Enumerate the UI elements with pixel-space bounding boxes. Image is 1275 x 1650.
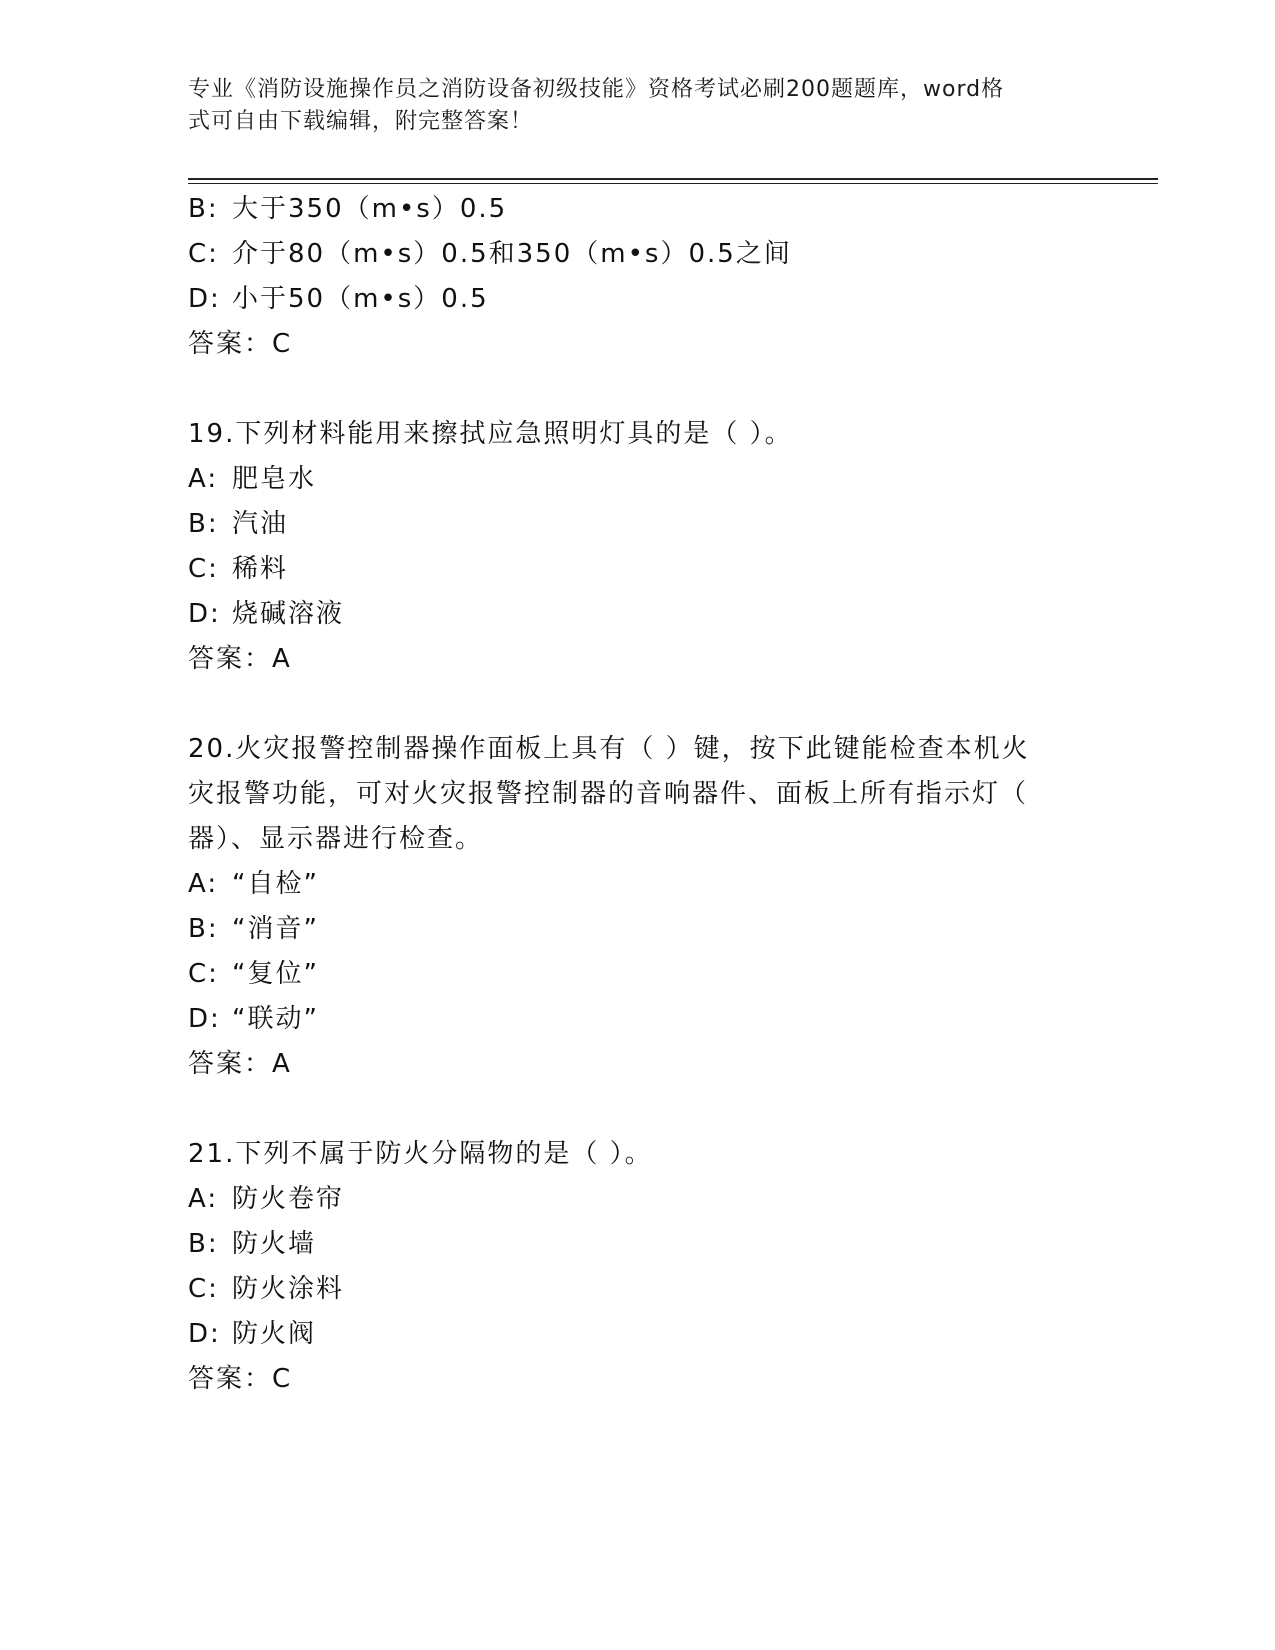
option-label: B: [188, 914, 219, 944]
option-label: C: [188, 554, 219, 584]
q18-answer: 答案：C [188, 329, 293, 359]
header-line-2: 式可自由下载编辑，附完整答案！ [188, 109, 534, 134]
option-label: C: [188, 1274, 219, 1304]
header-line-1: 专业《消防设施操作员之消防设备初级技能》资格考试必刷200题题库，word格 [188, 77, 1005, 102]
q18-option-b [188, 192, 507, 226]
option-label: D: [188, 1004, 221, 1034]
option-label: C: [188, 959, 219, 989]
q21-option-c [188, 1272, 344, 1306]
q20-option-c [188, 957, 319, 991]
option-text: 防火阀 [232, 1319, 317, 1349]
option-label: D: [188, 284, 221, 314]
q20-stem-line-2: 灾报警功能，可对火灾报警控制器的音响器件、面板上所有指示灯（ [188, 779, 1029, 809]
q20-option-b [188, 912, 319, 946]
option-text: 防火墙 [232, 1229, 317, 1259]
option-text: “联动” [232, 1004, 319, 1034]
q20-option-a [188, 867, 319, 901]
option-label: A: [188, 464, 219, 494]
option-label: B: [188, 509, 219, 539]
option-text: “复位” [232, 959, 319, 989]
option-text: 防火涂料 [232, 1274, 345, 1304]
option-text: 防火卷帘 [232, 1184, 345, 1214]
q19-stem: 19.下列材料能用来擦拭应急照明灯具的是（ ）。 [188, 419, 793, 449]
option-text: 肥皂水 [232, 464, 317, 494]
q19-answer: 答案：A [188, 644, 292, 674]
option-label: B: [188, 194, 219, 224]
q21-stem: 21.下列不属于防火分隔物的是（ ）。 [188, 1139, 653, 1169]
option-text: 大于350（m•s）0.5 [232, 194, 508, 224]
q20-option-d [188, 1002, 319, 1036]
document-header [188, 74, 1068, 138]
q18-option-d [188, 282, 489, 316]
option-label: B: [188, 1229, 219, 1259]
option-text: 汽油 [232, 509, 289, 539]
q21-answer: 答案：C [188, 1364, 293, 1394]
option-label: A: [188, 869, 219, 899]
q21-option-a [188, 1182, 344, 1216]
header-divider-thin [188, 183, 1158, 184]
q19-option-a [188, 462, 316, 496]
option-text: 烧碱溶液 [232, 599, 345, 629]
q20-stem-line-1: 20.火灾报警控制器操作面板上具有（ ）键，按下此键能检查本机火 [188, 734, 1030, 764]
option-label: D: [188, 1319, 221, 1349]
option-label: A: [188, 1184, 219, 1214]
header-divider-thick [188, 178, 1158, 180]
q18-option-c [188, 237, 792, 271]
option-label: D: [188, 599, 221, 629]
option-text: “消音” [232, 914, 319, 944]
q20-stem-line-3: 器）、显示器进行检查。 [188, 824, 484, 854]
q19-option-d [188, 597, 344, 631]
option-text: 小于50（m•s）0.5 [232, 284, 489, 314]
option-text: “自检” [232, 869, 319, 899]
option-text: 介于80（m•s）0.5和350（m•s）0.5之间 [232, 239, 792, 269]
q21-option-b [188, 1227, 316, 1261]
q20-answer: 答案：A [188, 1049, 292, 1079]
option-text: 稀料 [232, 554, 289, 584]
option-label: C: [188, 239, 219, 269]
q21-option-d [188, 1317, 316, 1351]
q19-option-b [188, 507, 288, 541]
q19-option-c [188, 552, 288, 586]
